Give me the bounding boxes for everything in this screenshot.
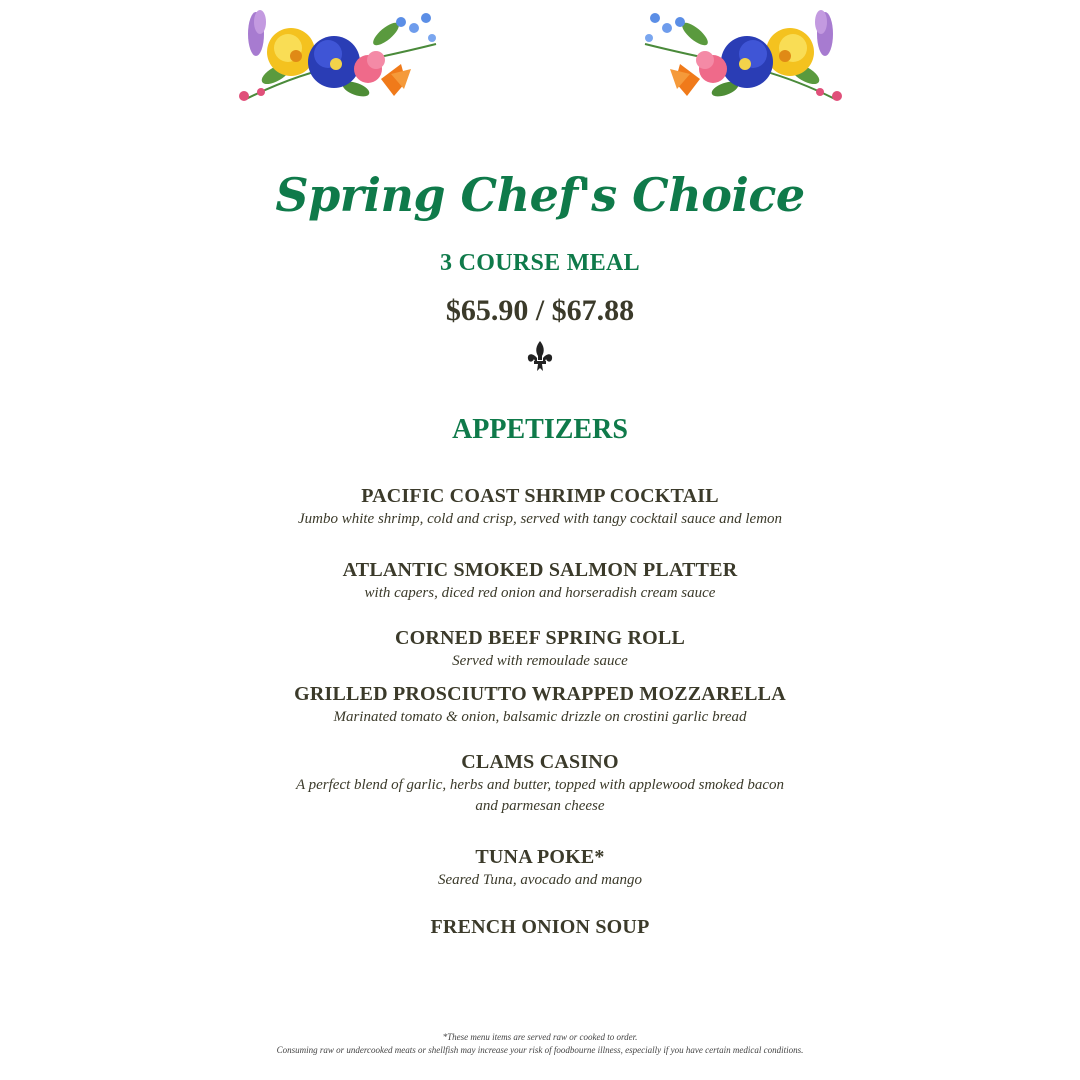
- footer-note-raw-items: *These menu items are served raw or cooked to order.: [442, 1032, 638, 1042]
- menu-item-name: ATLANTIC SMOKED SALMON PLATTER: [342, 559, 738, 581]
- menu-item-description: Jumbo white shrimp, cold and crisp, served with tangy cocktail sauce and lemon: [297, 511, 783, 527]
- menu-item-name: FRENCH ONION SOUP: [430, 916, 650, 938]
- menu-item: [240, 845, 840, 891]
- section-title-appetizers: APPETIZERS: [452, 414, 628, 445]
- menu-item-description: Seared Tuna, avocado and mango: [437, 872, 642, 888]
- menu-title: Spring Chef's Choice: [275, 168, 805, 222]
- menu-item-description: Marinated tomato & onion, balsamic drizzle on crostini garlic bread: [333, 709, 747, 725]
- floral-decoration-icon: [236, 4, 441, 108]
- menu-item: [240, 915, 840, 939]
- menu-item-name: CORNED BEEF SPRING ROLL: [394, 627, 685, 649]
- menu-item: [240, 558, 840, 604]
- menu-item-description: Served with remoulade sauce: [452, 653, 628, 669]
- menu-item: [240, 682, 840, 728]
- menu-item-description: with capers, diced red onion and horseradish cream sauce: [364, 585, 716, 601]
- fleur-de-lis-icon: [526, 340, 554, 374]
- menu-subtitle: 3 COURSE MEAL: [440, 250, 640, 276]
- menu-item-name: GRILLED PROSCIUTTO WRAPPED MOZZARELLA: [294, 683, 786, 705]
- footer-note: [0, 1031, 1080, 1057]
- menu-item: [240, 626, 840, 672]
- menu-item-description: A perfect blend of garlic, herbs and butter, topped with applewood smoked bacon and parmesan cheese: [296, 777, 784, 814]
- menu-item: [240, 484, 840, 530]
- menu-item-name: PACIFIC COAST SHRIMP COCKTAIL: [361, 485, 719, 507]
- menu-item-name: TUNA POKE*: [475, 846, 605, 868]
- footer-note-health-warning: Consuming raw or undercooked meats or shellfish may increase your risk of foodbourne illness, especially if you have certain medical conditions.: [276, 1045, 804, 1055]
- floral-decoration-icon: [640, 4, 845, 108]
- menu-item-name: CLAMS CASINO: [461, 751, 619, 773]
- menu-price: $65.90 / $67.88: [445, 294, 635, 327]
- menu-item: [240, 750, 840, 817]
